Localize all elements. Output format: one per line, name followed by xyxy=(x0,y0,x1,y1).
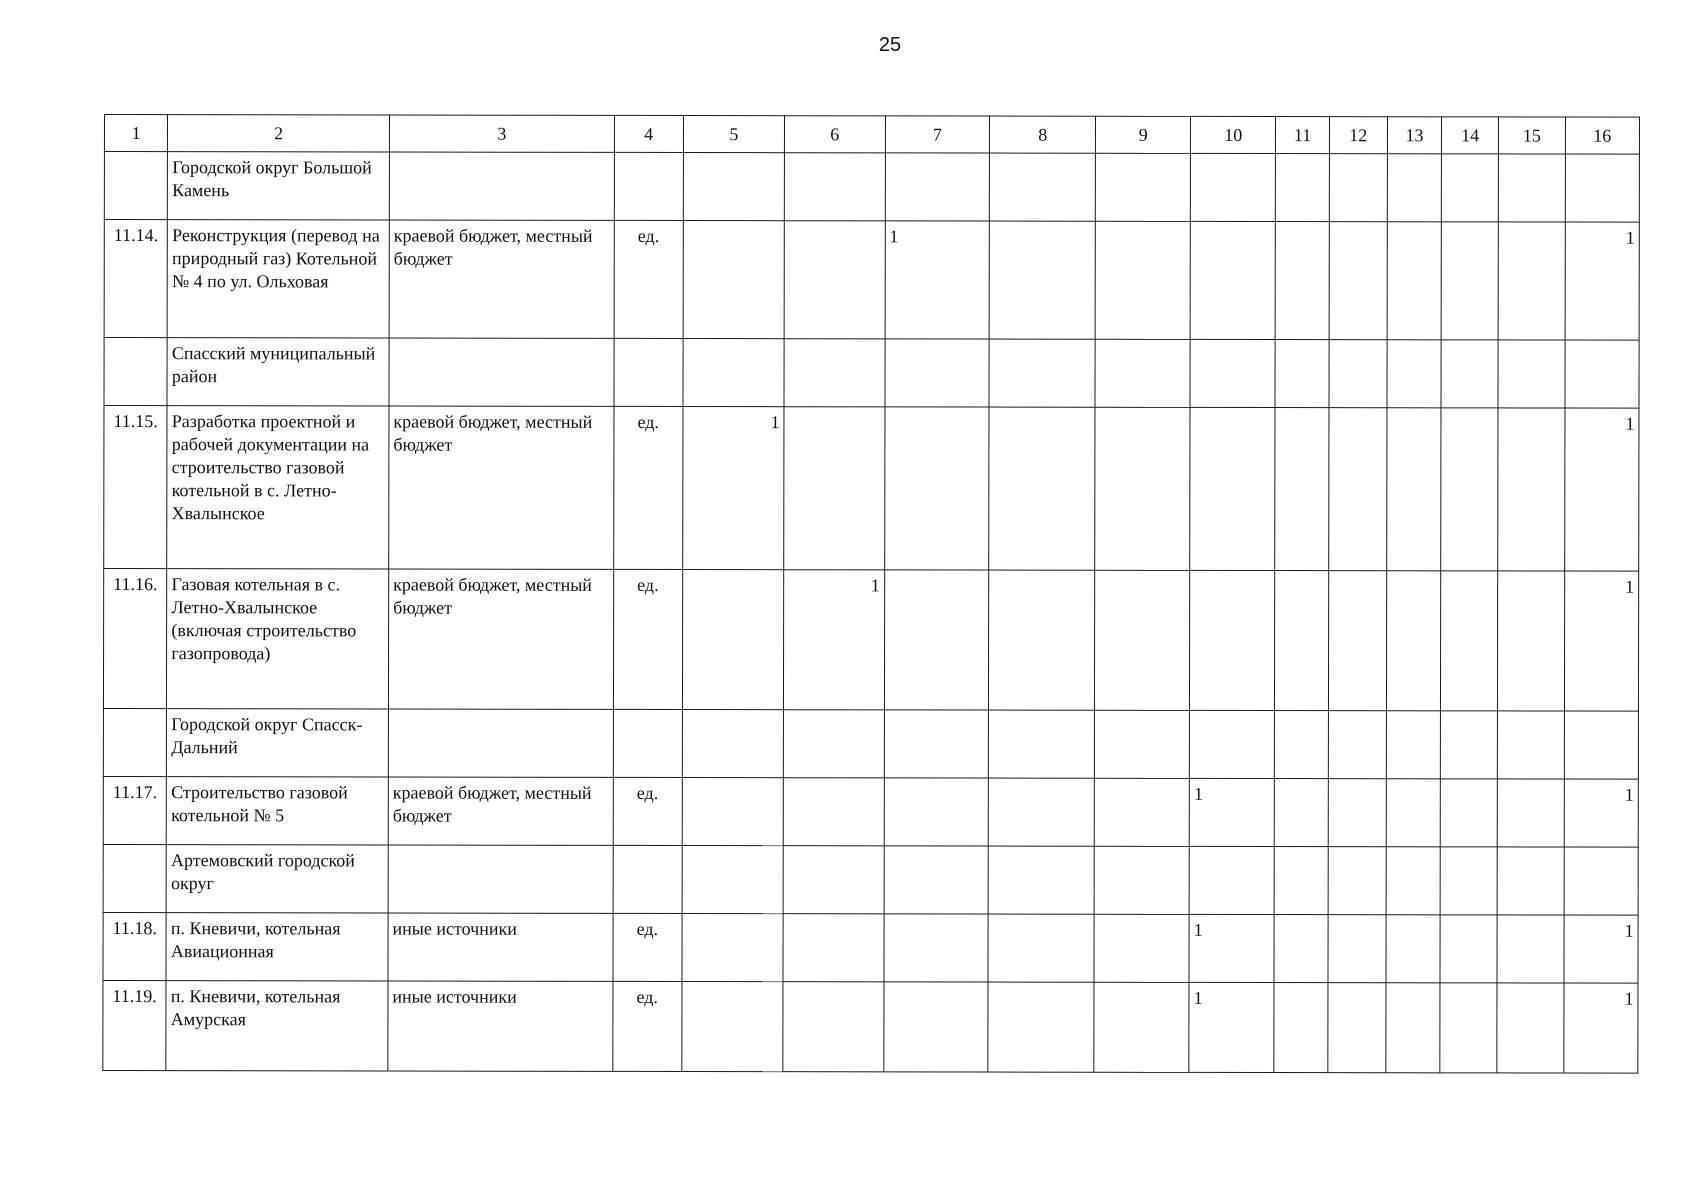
cell-col-11 xyxy=(1274,915,1328,983)
cell-col-10 xyxy=(1190,221,1275,339)
cell-name: Строительство газовой котельной № 5 xyxy=(167,777,389,845)
cell-source: иные источники xyxy=(388,913,613,981)
cell-col-5 xyxy=(682,778,784,846)
table-row xyxy=(103,912,1638,983)
cell-col-12 xyxy=(1329,154,1387,222)
cell-col-7 xyxy=(884,778,989,846)
cell-col-16 xyxy=(1564,711,1638,779)
cell-col-5 xyxy=(682,846,784,914)
cell-col-6 xyxy=(784,153,885,221)
cell-col-6 xyxy=(783,778,884,846)
cell-col-16: 1 xyxy=(1564,915,1638,983)
cell-name: п. Кневичи, котельная Авиационная xyxy=(166,913,388,981)
cell-number xyxy=(103,708,166,776)
cell-unit: ед. xyxy=(613,569,682,709)
cell-col-16: 1 xyxy=(1564,779,1638,847)
cell-col-6 xyxy=(783,846,884,914)
cell-col-5 xyxy=(683,221,785,339)
cell-col-11 xyxy=(1275,779,1329,847)
cell-col-16 xyxy=(1565,154,1639,222)
cell-col-14 xyxy=(1441,779,1498,847)
cell-col-11 xyxy=(1275,571,1329,711)
cell-unit: ед. xyxy=(614,406,683,569)
cell-name: Газовая котельная в с. Летно-Хвалынское (включая строительство газопровода) xyxy=(167,569,389,709)
column-number-6: 6 xyxy=(785,116,886,153)
cell-col-11 xyxy=(1275,222,1329,340)
column-number-14: 14 xyxy=(1442,117,1499,154)
cell-col-8 xyxy=(989,339,1095,407)
cell-col-9 xyxy=(1096,153,1191,221)
cell-col-12 xyxy=(1328,711,1386,779)
cell-col-10 xyxy=(1190,339,1275,407)
cell-col-12 xyxy=(1329,340,1387,408)
cell-col-10: 1 xyxy=(1189,778,1274,846)
cell-col-10: 1 xyxy=(1189,982,1274,1072)
cell-col-13 xyxy=(1387,222,1442,340)
table-row xyxy=(103,569,1638,712)
column-number-13: 13 xyxy=(1387,117,1442,154)
column-number-3: 3 xyxy=(389,115,614,152)
cell-col-16: 1 xyxy=(1565,222,1640,340)
header-row xyxy=(104,115,1639,155)
cell-col-5 xyxy=(683,339,785,407)
column-number-12: 12 xyxy=(1329,117,1387,154)
cell-col-12 xyxy=(1328,983,1386,1073)
cell-col-9 xyxy=(1094,846,1189,914)
cell-col-14 xyxy=(1440,983,1497,1073)
column-number-15: 15 xyxy=(1498,117,1565,154)
cell-number: 11.15. xyxy=(104,406,168,569)
column-number-11: 11 xyxy=(1276,117,1330,154)
cell-col-7 xyxy=(884,914,989,982)
cell-col-15 xyxy=(1498,571,1565,711)
cell-col-15 xyxy=(1497,779,1564,847)
cell-source: краевой бюджет, местный бюджет xyxy=(388,777,613,845)
cell-col-9 xyxy=(1094,778,1189,846)
cell-col-16 xyxy=(1565,340,1639,408)
cell-col-7 xyxy=(885,153,990,221)
cell-col-14 xyxy=(1441,408,1498,571)
cell-col-8 xyxy=(988,914,1094,982)
program-table xyxy=(102,114,1640,1074)
group-row xyxy=(103,708,1638,779)
cell-col-10: 1 xyxy=(1189,914,1274,982)
cell-col-6: 1 xyxy=(784,570,885,710)
cell-col-13 xyxy=(1386,915,1441,983)
cell-col-14 xyxy=(1440,847,1497,915)
cell-col-3 xyxy=(389,152,614,220)
cell-number xyxy=(104,338,167,406)
cell-col-7 xyxy=(884,710,989,778)
cell-col-8 xyxy=(989,221,1095,339)
cell-col-15 xyxy=(1498,408,1565,571)
cell-col-13 xyxy=(1386,847,1441,915)
cell-unit: ед. xyxy=(613,981,682,1071)
group-name: Городской округ Спасск-Дальний xyxy=(167,709,389,777)
cell-col-13 xyxy=(1386,571,1441,711)
table-row xyxy=(104,220,1639,341)
group-name: Спасский муниципальный район xyxy=(167,338,389,406)
cell-col-6 xyxy=(784,407,885,570)
cell-col-9 xyxy=(1095,221,1190,339)
column-number-1: 1 xyxy=(104,115,167,152)
table-row xyxy=(103,776,1638,847)
cell-col-11 xyxy=(1274,983,1328,1073)
cell-col-9 xyxy=(1095,570,1190,710)
cell-col-13 xyxy=(1386,711,1441,779)
cell-col-13 xyxy=(1387,340,1442,408)
cell-col-7 xyxy=(883,982,988,1072)
cell-col-14 xyxy=(1440,915,1497,983)
cell-col-4 xyxy=(613,845,682,913)
column-number-10: 10 xyxy=(1191,116,1276,153)
cell-number: 11.19. xyxy=(103,980,166,1070)
cell-col-13 xyxy=(1387,154,1442,222)
cell-name: Реконструкция (перевод на природный газ) Котельной № 4 по ул. Ольховая xyxy=(167,220,389,338)
cell-col-5 xyxy=(682,570,784,710)
cell-col-9 xyxy=(1095,339,1190,407)
cell-col-5: 1 xyxy=(682,407,784,570)
page-number: 25 xyxy=(878,34,902,56)
cell-name: п. Кневичи, котельная Амурская xyxy=(166,981,388,1071)
cell-col-15 xyxy=(1498,154,1565,222)
cell-col-16: 1 xyxy=(1564,571,1639,711)
column-number-8: 8 xyxy=(990,116,1096,153)
cell-col-9 xyxy=(1094,982,1189,1072)
column-number-7: 7 xyxy=(885,116,990,153)
cell-col-12 xyxy=(1328,847,1386,915)
cell-col-10 xyxy=(1190,710,1275,778)
group-row xyxy=(104,152,1639,223)
cell-source: иные источники xyxy=(388,981,613,1071)
column-number-9: 9 xyxy=(1096,116,1191,153)
cell-col-14 xyxy=(1441,571,1498,711)
group-name: Городской округ Большой Камень xyxy=(168,152,390,220)
cell-col-4 xyxy=(614,338,683,406)
cell-col-10 xyxy=(1190,570,1275,710)
cell-number xyxy=(103,844,166,912)
cell-col-7 xyxy=(884,407,989,570)
cell-source: краевой бюджет, местный бюджет xyxy=(388,569,613,709)
table-row xyxy=(104,406,1639,572)
cell-col-6 xyxy=(783,982,884,1072)
cell-col-11 xyxy=(1275,711,1329,779)
cell-col-14 xyxy=(1441,222,1498,340)
cell-col-10 xyxy=(1191,153,1276,221)
cell-col-13 xyxy=(1386,408,1441,571)
cell-number: 11.14. xyxy=(104,220,168,338)
cell-name: Разработка проектной и рабочей документации на строительство газовой котельной в с. Летно-Хвалынское xyxy=(167,406,389,569)
cell-col-6 xyxy=(784,221,885,339)
column-number-4: 4 xyxy=(614,115,683,152)
cell-col-8 xyxy=(989,710,1095,778)
cell-col-5 xyxy=(682,914,784,982)
cell-col-15 xyxy=(1498,222,1565,340)
cell-col-15 xyxy=(1497,847,1564,915)
cell-col-8 xyxy=(990,153,1096,221)
cell-number: 11.18. xyxy=(103,912,166,980)
cell-col-11 xyxy=(1274,847,1328,915)
cell-col-7 xyxy=(885,339,990,407)
cell-col-14 xyxy=(1442,154,1499,222)
column-number-5: 5 xyxy=(683,116,785,153)
cell-col-9 xyxy=(1094,914,1189,982)
cell-col-6 xyxy=(784,339,885,407)
cell-col-16 xyxy=(1564,847,1638,915)
cell-col-3 xyxy=(389,338,614,406)
column-number-16: 16 xyxy=(1565,117,1639,154)
cell-col-6 xyxy=(783,914,884,982)
cell-number: 11.17. xyxy=(103,776,166,844)
cell-col-12 xyxy=(1329,222,1387,340)
cell-col-8 xyxy=(989,778,1095,846)
cell-col-13 xyxy=(1386,779,1441,847)
cell-col-13 xyxy=(1386,983,1441,1073)
cell-col-11 xyxy=(1275,408,1329,571)
cell-col-11 xyxy=(1275,340,1329,408)
cell-number xyxy=(104,152,167,220)
cell-col-12 xyxy=(1328,915,1386,983)
cell-col-15 xyxy=(1497,983,1564,1073)
cell-col-7: 1 xyxy=(885,221,990,339)
cell-col-3 xyxy=(388,709,613,777)
cell-col-8 xyxy=(989,570,1095,710)
cell-col-3 xyxy=(388,845,613,913)
cell-col-8 xyxy=(989,407,1095,570)
cell-col-5 xyxy=(681,982,783,1072)
column-number-2: 2 xyxy=(168,115,390,152)
cell-col-12 xyxy=(1329,408,1387,571)
cell-col-14 xyxy=(1441,340,1498,408)
cell-col-6 xyxy=(783,710,884,778)
cell-col-10 xyxy=(1189,846,1274,914)
group-row xyxy=(104,338,1639,409)
cell-col-10 xyxy=(1190,407,1275,570)
cell-col-14 xyxy=(1441,711,1498,779)
cell-col-15 xyxy=(1498,340,1565,408)
cell-col-9 xyxy=(1095,407,1190,570)
cell-source: краевой бюджет, местный бюджет xyxy=(389,406,614,569)
group-row xyxy=(103,844,1638,915)
group-name: Артемовский городской округ xyxy=(166,845,388,913)
cell-col-15 xyxy=(1497,711,1564,779)
cell-col-4 xyxy=(613,709,682,777)
cell-col-5 xyxy=(682,710,784,778)
cell-source: краевой бюджет, местный бюджет xyxy=(389,220,614,338)
cell-col-7 xyxy=(884,570,989,710)
cell-col-4 xyxy=(614,152,683,220)
cell-col-5 xyxy=(683,153,785,221)
cell-col-8 xyxy=(988,982,1094,1072)
cell-unit: ед. xyxy=(614,220,683,338)
cell-col-11 xyxy=(1276,154,1330,222)
cell-unit: ед. xyxy=(613,777,682,845)
cell-col-12 xyxy=(1328,779,1386,847)
table-row xyxy=(103,980,1638,1073)
cell-number: 11.16. xyxy=(103,569,167,709)
cell-col-16: 1 xyxy=(1564,408,1639,571)
cell-col-9 xyxy=(1095,710,1190,778)
cell-col-16: 1 xyxy=(1563,983,1638,1073)
cell-col-15 xyxy=(1497,915,1564,983)
cell-col-7 xyxy=(884,846,989,914)
cell-col-8 xyxy=(988,846,1094,914)
cell-unit: ед. xyxy=(613,913,682,981)
cell-col-12 xyxy=(1328,571,1386,711)
